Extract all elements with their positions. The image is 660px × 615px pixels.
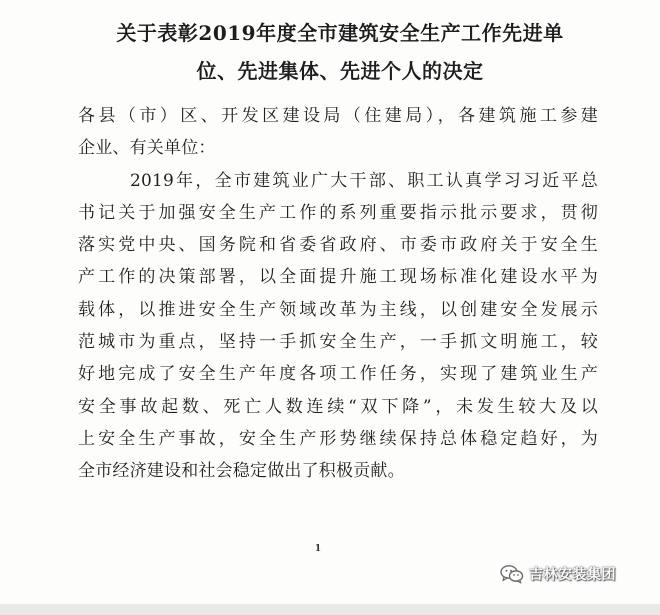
document-title <box>40 14 640 90</box>
title-line-2: 位、先进集体、先进个人的决定 <box>196 59 484 83</box>
paragraph-line-3: 落实党中央、国务院和省委省政府、市委市政府关于安全生 <box>78 235 598 256</box>
paragraph-line-7: 好地完成了安全生产年度各项工作任务，实现了建筑业生产 <box>78 364 598 385</box>
paragraph-line-2: 书记关于加强安全生产工作的系列重要指示批示要求，贯彻 <box>78 202 598 223</box>
paragraph-line-1: 2019年，全市建筑业广大干部、职工认真学习习近平总 <box>130 170 598 191</box>
wechat-icon <box>500 564 524 584</box>
paragraph-line-4: 产工作的决策部署，以全面提升施工现场标准化建设水平为 <box>78 267 598 288</box>
paragraph-line-5: 载体，以推进安全生产领域改革为主线，以创建安全发展示 <box>78 299 598 320</box>
document-body <box>78 100 598 488</box>
page-number: 1 <box>314 544 322 554</box>
watermark-text: 吉林安装集团 <box>529 567 616 583</box>
salutation-line-2: 企业、有关单位： <box>78 138 216 159</box>
paragraph-line-10: 全市经济建设和社会稳定做出了积极贡献。 <box>78 461 405 482</box>
watermark <box>500 563 616 585</box>
paragraph-line-9: 上安全生产事故，安全生产形势继续保持总体稳定趋好，为 <box>78 428 598 449</box>
title-line-1: 关于表彰2019年度全市建筑安全生产工作先进单 <box>116 21 564 45</box>
paragraph-line-8: 安全事故起数、死亡人数连续“双下降”，未发生较大及以 <box>78 396 598 417</box>
salutation-line-1: 各县（市）区、开发区建设局（住建局），各建筑施工参建 <box>78 106 598 126</box>
page-bottom-edge <box>0 604 660 615</box>
paragraph-line-6: 范城市为重点，坚持一手抓安全生产，一手抓文明施工，较 <box>78 332 598 353</box>
